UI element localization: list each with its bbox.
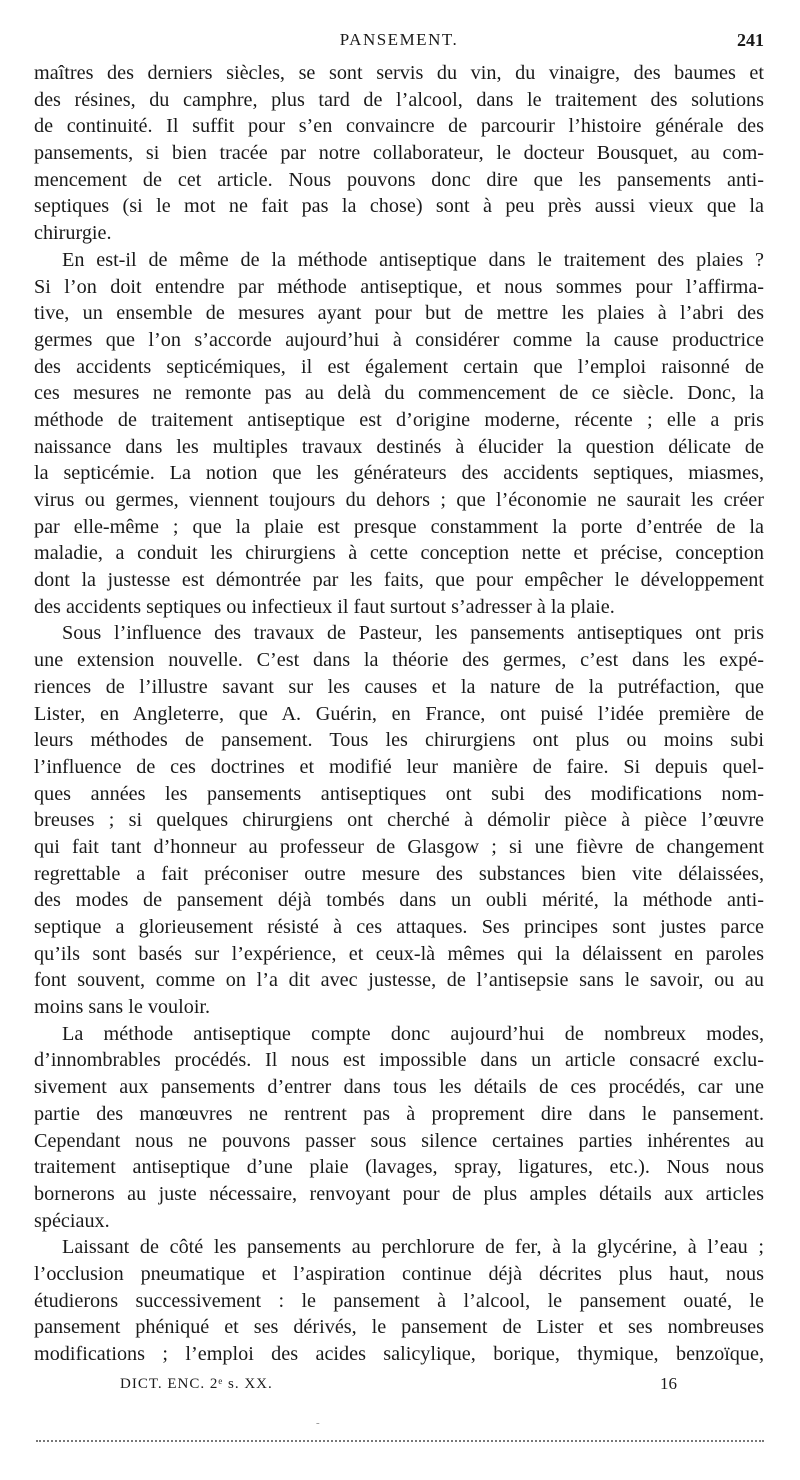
running-title: PANSEMENT. [339,30,459,49]
text-line: Lister, en Angleterre, que A. Guérin, en France, ont puisé l’idée première de [34,702,764,725]
text-line: ques années les pansements antiseptiques ont subi des modifications nom- [34,782,764,805]
text-line: étudierons successivement : le pansement à l’alcool, le pansement ouaté, le [34,1289,764,1312]
text-line: partie des manœuvres ne rentrent pas à proprement dire dans le pansement. [34,1102,764,1125]
text-line: En est-il de même de la méthode antiseptique dans le traitement des plaies ? [62,248,764,271]
text-line: traitement antiseptique d’une plaie (lavages, spray, ligatures, etc.). Nous nous [34,1156,764,1179]
text-line: germes que l’on s’accorde aujourd’hui à considérer comme la cause productrice [34,328,764,351]
text-line: Sous l’influence des travaux de Pasteur, les pansements antiseptiques ont pris [62,622,764,645]
text-line: modifications ; l’emploi des acides salicylique, borique, thymique, benzoïque, [34,1343,764,1365]
text-line: mencement de cet article. Nous pouvons donc dire que les pansements anti- [34,168,764,191]
running-head [34,30,764,56]
text-line: de continuité. Il suffit pour s’en convaincre de parcourir l’histoire générale des [34,115,764,138]
text-line: qui fait tant d’honneur au professeur de Glasgow ; si une fièvre de changement [34,835,764,858]
text-line: la septicémie. La notion que les générateurs des accidents septiques, miasmes, [34,462,764,485]
text-line: des accidents septiques ou infectieux il faut surtout s’adresser à la plaie. [34,595,615,618]
text-line: leurs méthodes de pansement. Tous les chirurgiens ont plus ou moins subi [34,729,764,752]
text-line: pansements, si bien tracée par notre collaborateur, le docteur Bousquet, au com- [34,142,764,165]
text-line: méthode de traitement antiseptique est d’origine moderne, récente ; elle a pris [34,408,764,431]
text-line: naissance dans les multiples travaux destinés à élucider la question délicate de [34,435,764,458]
page-number: 241 [737,30,764,50]
text-line: Cependant nous ne pouvons passer sous silence certaines parties inhérentes au [34,1129,764,1152]
body-text [34,60,764,1368]
text-line: une extension nouvelle. C’est dans la théorie des germes, c’est dans les expé- [34,649,764,672]
text-line: Laissant de côté les pansements au perchlorure de fer, à la glycérine, à l’eau ; [62,1236,764,1259]
text-line: l’occlusion pneumatique et l’aspiration continue déjà décrites plus haut, nous [34,1262,764,1285]
margin-tick: - [316,1417,320,1429]
text-line: regrettable a fait préconiser outre mesure des substances bien vite délaissées, [34,862,764,885]
text-line: maladie, a conduit les chirurgiens à cette conception nette et précise, conception [34,542,764,565]
text-line: ces mesures ne remonte pas au delà du commencement de ce siècle. Donc, la [34,382,764,405]
text-line: La méthode antiseptique compte donc aujourd’hui de nombreux modes, [62,1022,764,1045]
text-line: par elle-même ; que la plaie est presque constamment la porte d’entrée de la [34,515,764,538]
text-line: Si l’on doit entendre par méthode antiseptique, et nous sommes pour l’affirma- [34,275,764,298]
text-line: font souvent, comme on l’a dit avec justesse, de l’antisepsie sans le savoir, ou au [34,969,764,992]
text-line: spéciaux. [34,1209,110,1232]
printer-signature: DICT. ENC. 2ᵉ s. XX. [120,1376,273,1392]
signature-mark: 16 [660,1374,677,1393]
text-line: breuses ; si quelques chirurgiens ont cherché à démolir pièce à pièce l’œuvre [34,809,764,832]
text-line: qu’ils sont basés sur l’expérience, et ceux-là mêmes qui la délaissent en paroles [34,942,764,965]
text-line: pansement phéniqué et ses dérivés, le pansement de Lister et ses nombreuses [34,1316,764,1339]
text-line: d’innombrables procédés. Il nous est impossible dans un article consacré exclu- [34,1049,764,1072]
text-line: septique a glorieusement résisté à ces attaques. Ses principes sont justes parce [34,916,764,938]
text-line: riences de l’illustre savant sur les causes et la nature de la putréfaction, que [34,675,764,698]
text-line: bornerons au juste nécessaire, renvoyant pour de plus amples détails aux articles [34,1182,764,1205]
text-line: maîtres des derniers siècles, se sont servis du vin, du vinaigre, des baumes et [34,62,764,84]
text-line: virus ou germes, viennent toujours du dehors ; que l’économie ne saurait les créer [34,489,764,511]
text-line: des résines, du camphre, plus tard de l’alcool, dans le traitement des solutions [34,88,764,111]
text-line: sivement aux pansements d’entrer dans tous les détails de ces procédés, car une [34,1076,764,1099]
text-line: moins sans le vouloir. [34,996,211,1019]
text-line: des accidents septicémiques, il est également certain que l’emploi raisonné de [34,355,764,378]
dotted-rule [36,1440,764,1442]
text-line: chirurgie. [34,222,112,245]
text-line: dont la justesse est démontrée par les faits, que pour empêcher le développement [34,569,764,592]
text-line: tive, un ensemble de mesures ayant pour but de mettre les plaies à l’abri des [34,302,764,325]
text-line: des modes de pansement déjà tombés dans un oubli mérité, la méthode anti- [34,889,764,912]
text-line: l’influence de ces doctrines et modifié leur manière de faire. Si depuis quel- [34,755,764,778]
text-line: septiques (si le mot ne fait pas la chose) sont à peu près aussi vieux que la [34,195,764,218]
